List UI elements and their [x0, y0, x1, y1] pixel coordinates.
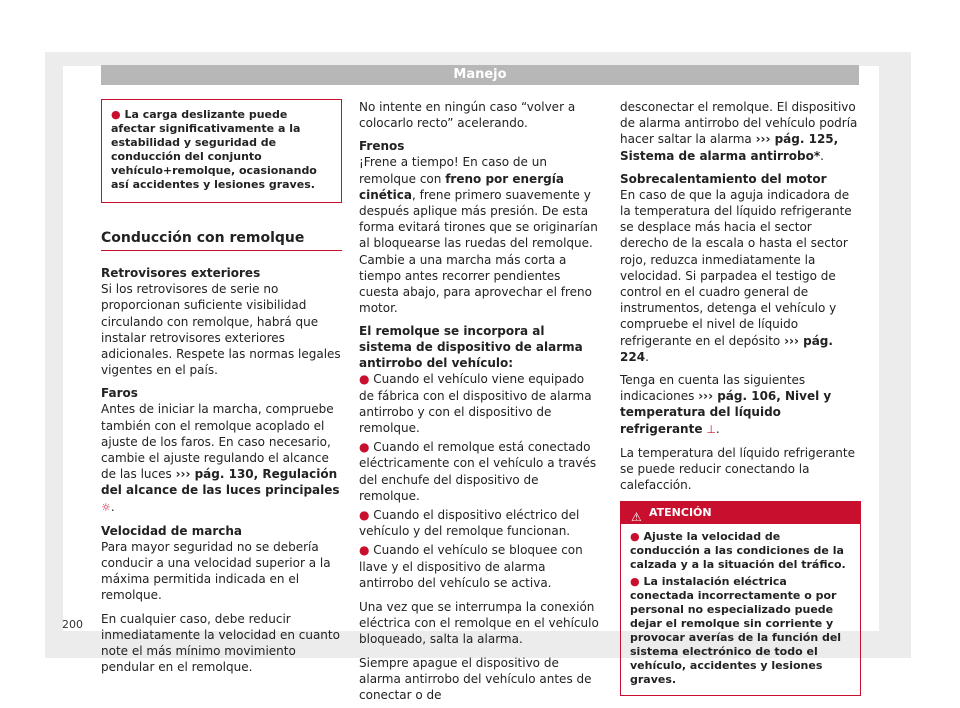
page-number: 200: [62, 618, 83, 631]
warning-triangle-icon: ⚠: [631, 510, 642, 525]
link-106[interactable]: ››› pág. 106, Nivel y temperatura del líquido refrigerante: [620, 389, 832, 436]
section-title: Conducción con remolque: [101, 230, 342, 251]
heading-velocidad: Velocidad de marcha: [101, 523, 242, 538]
warning-text: La carga deslizante puede afectar significativamente a la estabilidad y seguridad de conducción del conjunto vehículo+remolque, ocasionando así accidentes y lesiones graves.: [111, 108, 317, 191]
bullet-icon: ●: [359, 508, 374, 523]
link-224[interactable]: ››› pág. 224: [620, 333, 833, 364]
paragraph-velocidad-1: Para mayor seguridad no se debería conducir a una velocidad superior a la máxima permitida indicada en el remolque.: [101, 539, 331, 603]
paragraph-retrovisores: Si los retrovisores de serie no proporcionan suficiente visibilidad circulando con remolque, habrá que instalar retrovisores exteriores adicionales. Respete las normas legales vigentes en el país.: [101, 282, 341, 378]
bullet-icon: ●: [359, 372, 374, 387]
bullet-icon: ●: [630, 530, 644, 544]
attention-box: [620, 501, 861, 696]
link-faros[interactable]: ››› pág. 130, Regulación del alcance de las luces principales: [101, 467, 340, 498]
attention-header: ⚠ ATENCIÓN: [621, 502, 860, 524]
paragraph-velocidad-2: En cualquier caso, debe reducir inmediatamente la velocidad en cuanto note el más mínimo movimiento pendular en el remolque.: [101, 611, 340, 675]
paragraph-tenga: Tenga en cuenta las siguientes indicaciones ››› pág. 106, Nivel y temperatura del líquido refrigerante ⊥.: [620, 373, 832, 436]
paragraph-frenos: ¡Frene a tiempo! En caso de un remolque con freno por energía cinética, frene primero suavemente y después aplique más presión. De esta forma evitará tirones que se originarían al bloquearse las ruedas del remolque. Cambie a una marcha más corta a tiempo antes recorrer pendientes cuesta abajo, para aprovechar el freno motor.: [359, 155, 598, 316]
headlight-icon: ☼: [101, 500, 111, 514]
heading-alarma: El remolque se incorpora al sistema de dispositivo de alarma antirrobo del vehículo:: [359, 324, 583, 371]
heading-sobrecalentamiento: Sobrecalentamiento del motor: [620, 171, 827, 186]
link-alarma[interactable]: ››› pág. 125, Sistema de alarma antirrobo*: [620, 132, 839, 163]
paragraph-temperatura: La temperatura del líquido refrigerante se puede reducir conectando la calefacción.: [620, 445, 856, 493]
bullet-icon: ●: [359, 440, 374, 455]
bullet-list: [359, 371, 600, 591]
paragraph-apague: Siempre apague el dispositivo de alarma antirrobo del vehículo antes de conectar o de: [359, 655, 592, 703]
paragraph-continuation: desconectar el remolque. El dispositivo de alarma antirrobo del vehículo podría hacer saltar la alarma ››› pág. 125, Sistema de alarma antirrobo*.: [620, 100, 858, 163]
column-3: [620, 99, 861, 696]
list-item: ● La instalación eléctrica conectada incorrectamente o por personal no especializado puede dejar el remolque sin corriente y provocar averías de la función del sistema electrónico de todo el vehículo, accidentes y lesiones graves.: [630, 575, 842, 687]
warning-continuation-box: [101, 99, 342, 203]
heading-faros: Faros: [101, 386, 138, 401]
list-item: ● Cuando el dispositivo eléctrico del vehículo y del remolque funcionan.: [359, 508, 580, 539]
paragraph-intro: No intente en ningún caso “volver a colocarlo recto” acelerando.: [359, 100, 576, 131]
bullet-icon: ●: [111, 108, 125, 121]
bullet-icon: ●: [359, 543, 374, 558]
paragraph-interrupcion: Una vez que se interrumpa la conexión eléctrica con el remolque en el vehículo bloqueado, salta la alarma.: [359, 600, 599, 647]
list-item: ● Cuando el vehículo viene equipado de fábrica con el dispositivo de alarma antirrobo y con el dispositivo de remolque.: [359, 372, 592, 436]
paragraph-faros: Antes de iniciar la marcha, compruebe también con el remolque acoplado el ajuste de los faros. En caso necesario, cambie el ajuste regulando el alcance de las luces ››› pág. 130, Regulación del alcance de las luces principales ☼.: [101, 402, 340, 514]
column-1: [101, 99, 342, 682]
heading-retrovisores: Retrovisores exteriores: [101, 266, 261, 281]
chapter-header: Manejo: [101, 65, 859, 85]
list-item: ● Cuando el vehículo se bloquee con llave y el dispositivo de alarma antirrobo del vehículo se activa.: [359, 543, 583, 590]
bullet-icon: ●: [630, 575, 644, 589]
coolant-temperature-icon: ⊥: [706, 422, 716, 436]
attention-body: [621, 524, 860, 695]
list-item: ● Ajuste la velocidad de conducción a las condiciones de la calzada y a la situación del tráfico.: [630, 530, 846, 572]
paragraph-sobrecalentamiento: En caso de que la aguja indicadora de la temperatura del líquido refrigerante se desplace más hacia el sector derecho de la escala o hasta el sector rojo, reduzca inmediatamente la velocidad. Si parpadea el testigo de control en el cuadro general de instrumentos, detenga el vehículo y compruebe el nivel de líquido refrigerante en el depósito ››› pág. 224.: [620, 187, 852, 364]
list-item: ● Cuando el remolque está conectado eléctricamente con el vehículo a través del enchufe del dispositivo de remolque.: [359, 440, 597, 503]
heading-frenos: Frenos: [359, 139, 405, 154]
column-2: [359, 99, 600, 708]
